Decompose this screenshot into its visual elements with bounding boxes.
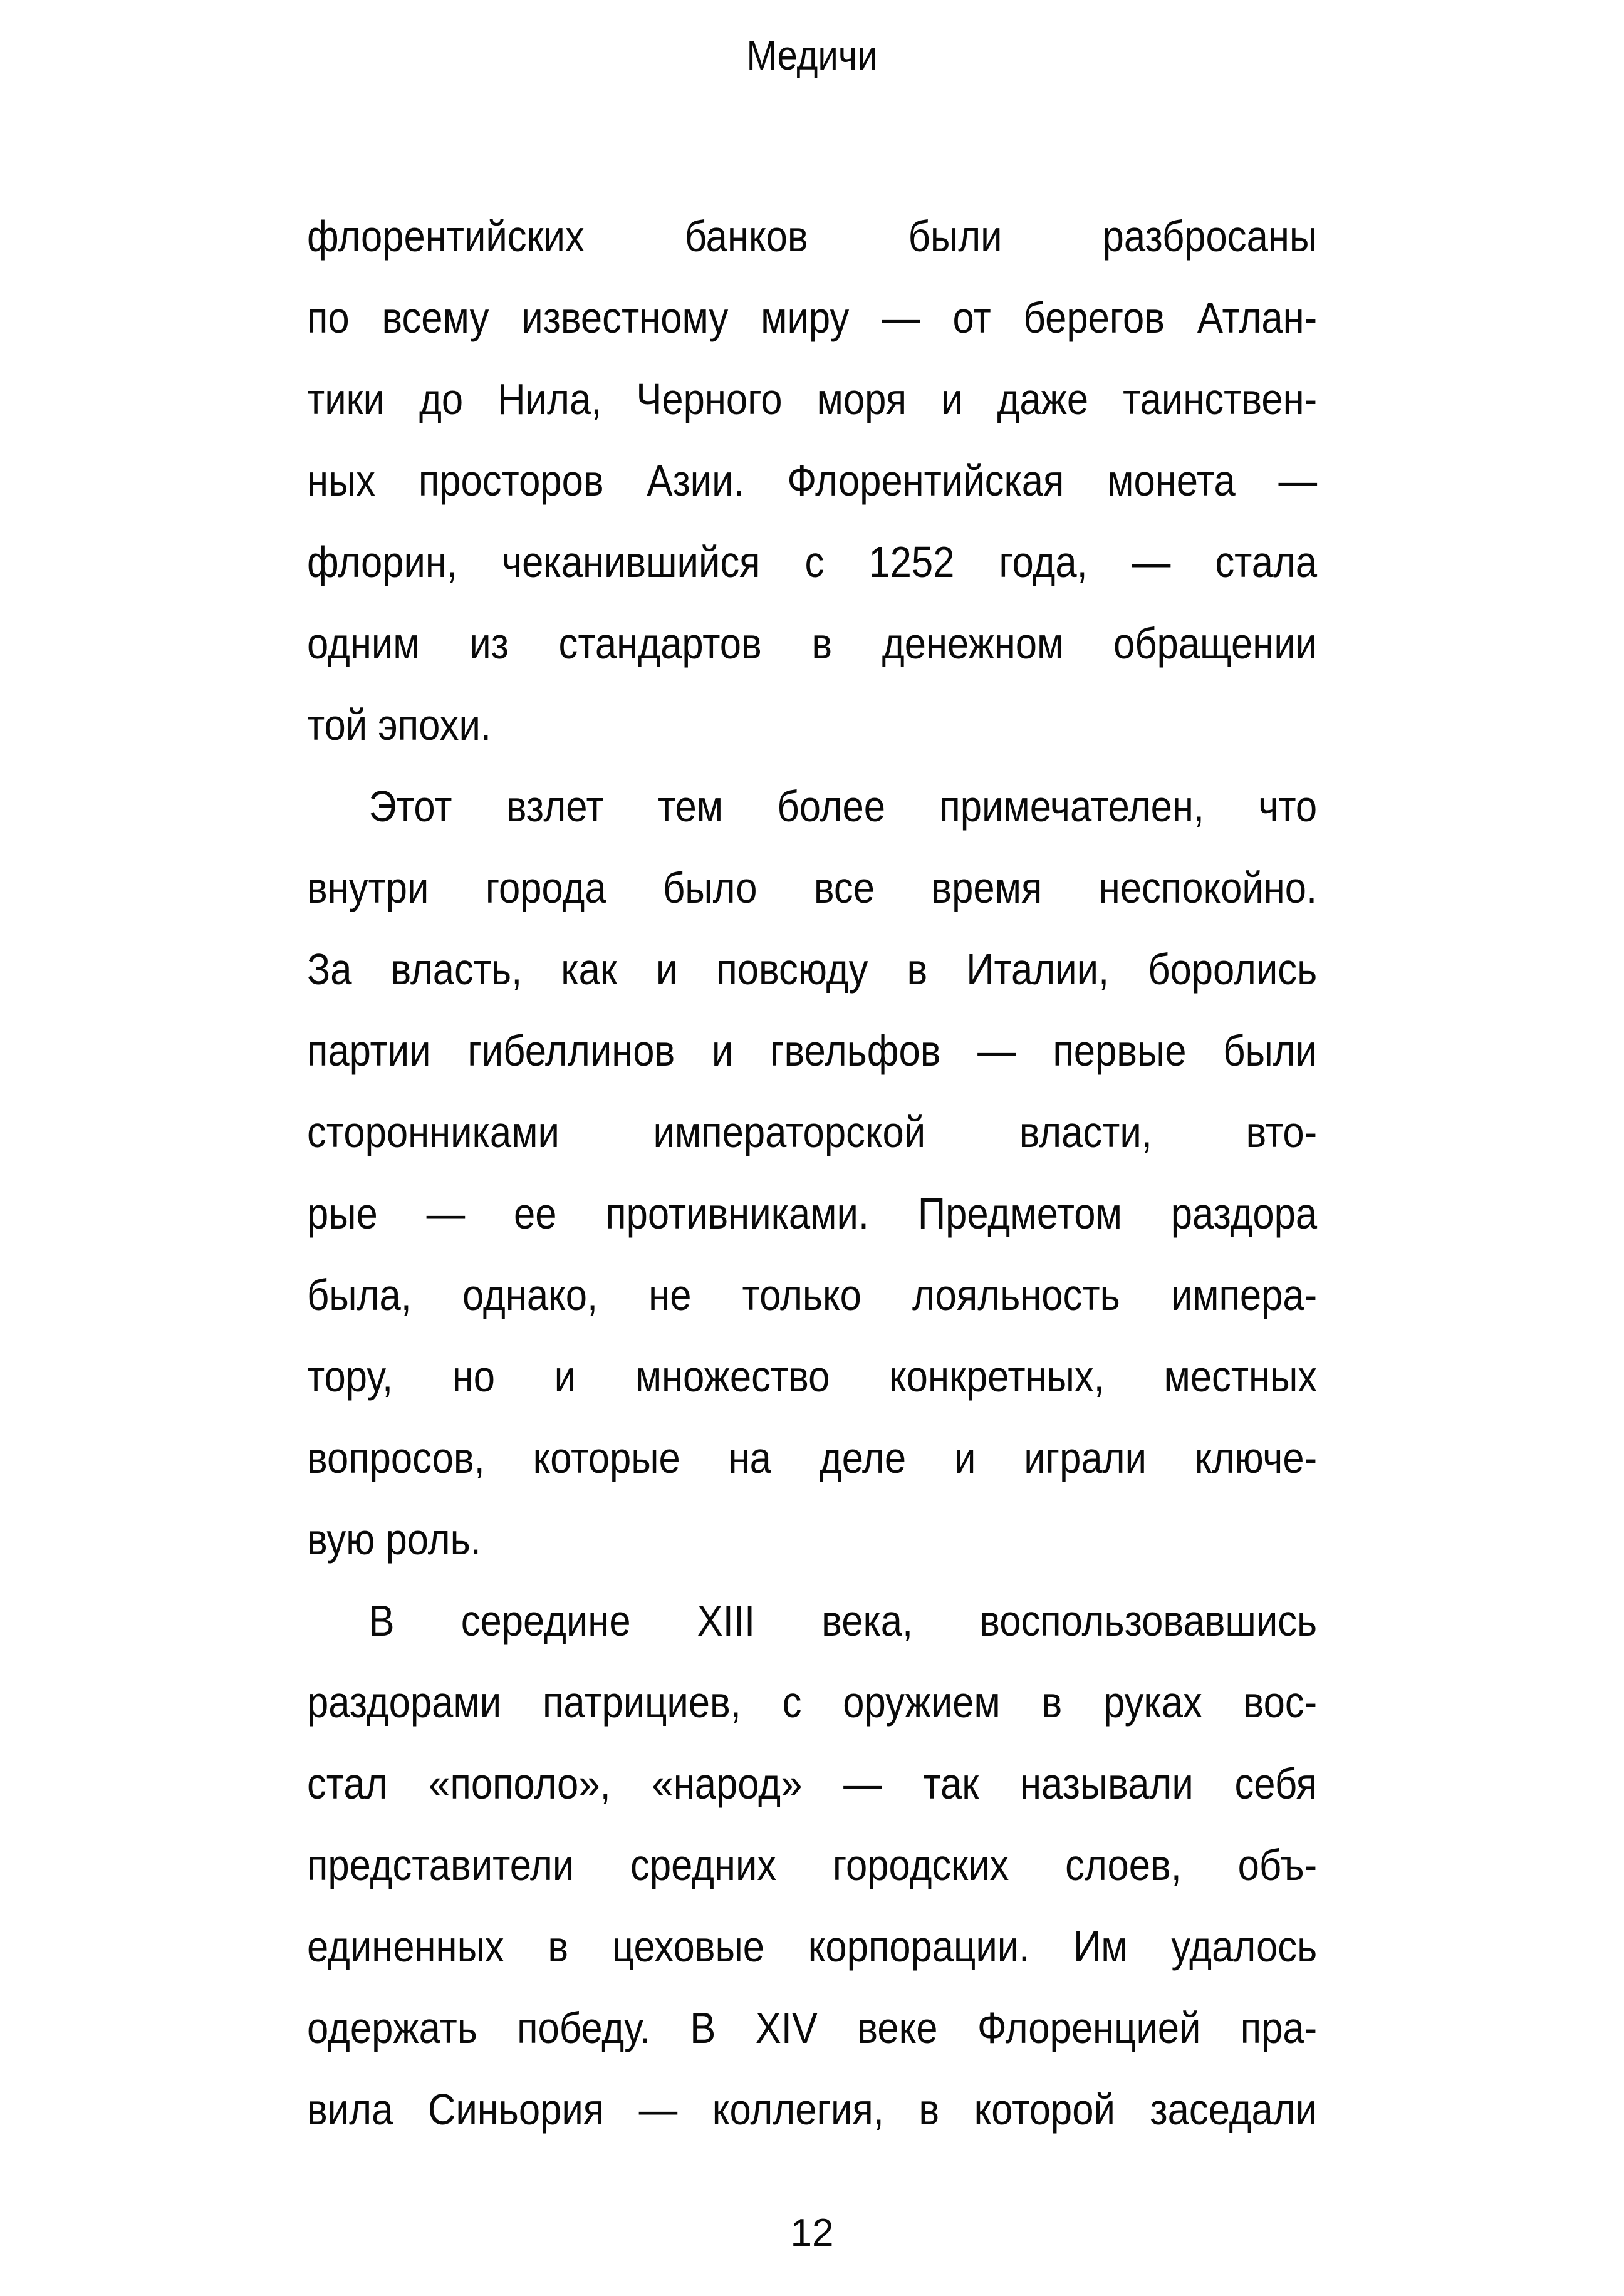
text-line: партии гибеллинов и гвельфов — первые были	[307, 1026, 1318, 1075]
text-line: вила Синьория — коллегия, в которой заседали	[307, 2085, 1318, 2134]
page-header: Медичи	[746, 32, 878, 78]
text-line: флорин, чеканившийся с 1252 года, — стала	[307, 538, 1318, 586]
text-line: по всему известному миру — от берегов Атлан-	[307, 293, 1318, 342]
text-line: одним из стандартов в денежном обращении	[307, 619, 1318, 668]
text-line: вую роль.	[307, 1515, 481, 1564]
text-line: тики до Нила, Черного моря и даже таинствен-	[307, 375, 1318, 423]
text-line: вопросов, которые на деле и играли ключе-	[307, 1433, 1318, 1482]
text-line: стал «пополо», «народ» — так называли себя	[307, 1759, 1318, 1808]
text-line: Этот взлет тем более примечателен, что	[368, 782, 1318, 831]
page-number: 12	[790, 2211, 834, 2255]
text-line: одержать победу. В XIV веке Флоренцией пра-	[307, 2003, 1318, 2052]
text-line: раздорами патрициев, с оружием в руках вос-	[307, 1678, 1318, 1727]
body-text	[307, 195, 1317, 2150]
text-line: единенных в цеховые корпорации. Им удалось	[307, 1922, 1318, 1971]
text-line: той эпохи.	[307, 700, 491, 749]
text-line: была, однако, не только лояльность импера-	[307, 1270, 1318, 1319]
text-line: тору, но и множество конкретных, местных	[307, 1352, 1318, 1401]
text-line: сторонниками императорской власти, вто-	[307, 1108, 1318, 1156]
text-line: За власть, как и повсюду в Италии, боролись	[307, 945, 1318, 994]
text-line: ных просторов Азии. Флорентийская монета —	[307, 456, 1318, 505]
text-line: внутри города было все время неспокойно.	[307, 863, 1318, 912]
text-line: рые — ее противниками. Предметом раздора	[307, 1189, 1318, 1238]
text-line: флорентийских банков были разбросаны	[307, 212, 1318, 261]
text-line: В середине XIII века, воспользовавшись	[368, 1596, 1318, 1645]
text-line: представители средних городских слоев, объ-	[307, 1841, 1318, 1889]
